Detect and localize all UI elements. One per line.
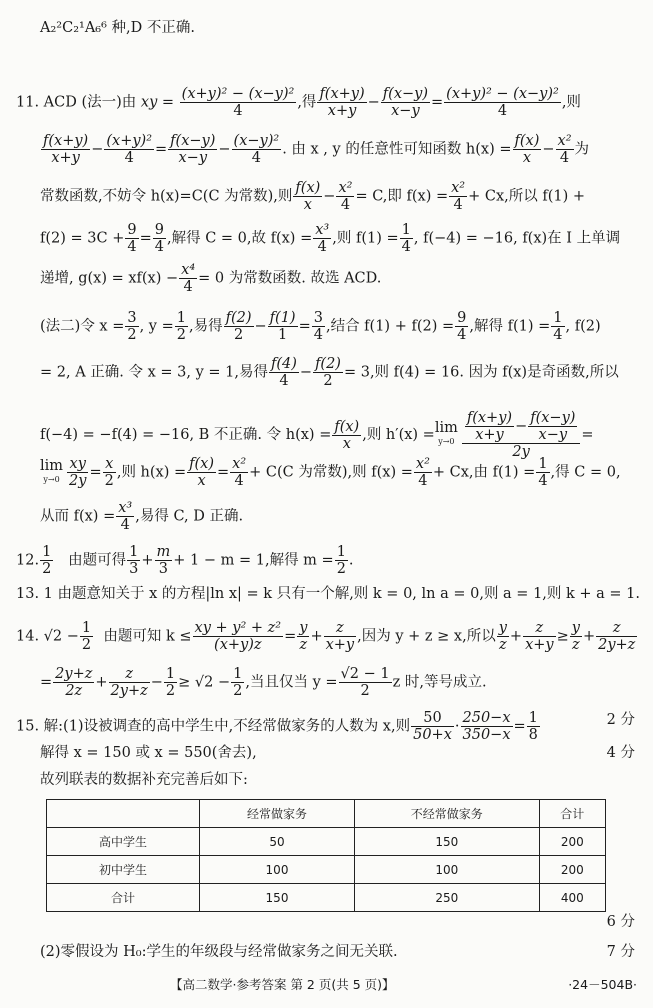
fraction: $\frac{1}{2}$ [176,310,186,343]
q15-line-2: 解得 x = 150 或 x = 550(舍去), [40,745,257,761]
fraction: $\frac{y}{z}$ [498,620,507,653]
table-cell: 150 [200,884,355,912]
fraction: $\frac{x}{2}$ [104,456,114,489]
text: + 1 − m = 1,解得 m = [173,552,334,569]
table-cell: 初中学生 [47,856,200,884]
text: ,得 C = 0, [550,464,621,481]
fraction: $\frac{2y+z}{2z}$ [55,666,93,699]
fraction: $\frac{f(x+y)}{x+y}$ [43,133,89,166]
fraction: $\frac{\text{(x+y)²}}{4}$ [106,133,153,166]
fraction: $\frac{y}{z}$ [299,620,308,653]
text: = [513,718,526,735]
fraction: $\frac{\text{x²}}{4}$ [338,180,353,213]
text: = [284,628,297,645]
text: − [150,674,163,691]
q11-line-6 [40,310,601,343]
text: + [509,628,523,645]
text: z 时,等号成立. [392,674,487,691]
text: , y = [139,318,174,335]
fraction: $\frac{√2 - 1}{2}$ [340,666,390,699]
text: ,当且仅当 y = [245,674,338,691]
text: ,解得 f(1) = [469,318,551,335]
q11-number: 11. ACD (法一)由 [16,94,137,111]
table-cell: 合计 [47,884,200,912]
text: 由题可知 k ≤ [103,628,192,645]
q11-line-9 [40,456,621,489]
fraction: $\frac{1}{2}$ [165,666,176,699]
footer-code: ·24－504B· [568,977,637,992]
fraction: $\frac{1}{8}$ [528,710,538,743]
text: = C,即 f(x) = [355,188,449,205]
text: − [299,364,313,381]
text-line: A₂²C₂¹A₆⁶ 种,D 不正确. [40,20,195,36]
text: 递增, g(x) = xf(x) − [40,270,179,287]
text: 常数函数,不妨令 h(x)=C(C 为常数),则 [40,188,293,205]
text: + C(C 为常数),则 f(x) = [249,464,413,481]
fraction: $\frac{f(1)}{1}$ [269,310,296,343]
text: f(2) = 3C + [40,230,125,247]
fraction: $\frac{y}{z}$ [571,620,580,653]
fraction: $\frac{250-x}{350-x}$ [462,710,511,743]
text: = [431,94,444,111]
text: = [40,674,53,691]
text: − [542,141,555,158]
text: = [89,464,102,481]
text: − [254,318,267,335]
fraction: $\frac{z}{2y+z}$ [110,666,148,699]
fraction: $\frac{3}{4}$ [313,310,323,343]
text: ,易得 [189,318,223,335]
text: 为 [574,141,590,158]
fraction: $\frac{f(2)}{2}$ [315,356,341,389]
text: + [141,552,154,569]
text: (法二)令 x = [40,318,125,335]
text: = [581,427,594,443]
text: f(−4) = −f(4) = −16, B 不正确. 令 h(x) = [40,427,332,443]
fraction: $\frac{9}{4}$ [127,222,137,255]
text: = 3,则 f(4) = 16. 因为 f(x)是奇函数,所以 [343,364,619,381]
fraction: $\frac{1}{2}$ [42,544,52,577]
fraction: $\frac{\text{x²}}{4}$ [232,456,247,489]
fraction: $\frac{\text{x³}}{4}$ [118,500,133,533]
text: ,则 h′(x) = [362,427,435,443]
text: ,则 f(1) = [332,230,399,247]
text: + [310,628,323,645]
limit: lim y→0 [40,457,64,484]
text: − [367,94,380,111]
q15-line-3: 故列联表的数据补充完善后如下: [40,772,248,788]
text: − [323,188,336,205]
table-header: 合计 [539,800,605,828]
fraction: $\frac{9}{4}$ [457,310,467,343]
fraction: $\frac{f(x+y)}{x+y}$ [319,86,365,119]
fraction: $\frac{\text{x³}}{4}$ [315,222,330,255]
fraction: $\frac{1}{2}$ [233,666,243,699]
text: 12. [16,552,40,569]
fraction: $\frac{1}{4}$ [401,222,411,255]
fraction: $\frac{3}{2}$ [127,310,137,343]
fraction: $\frac{z}{x+y}$ [325,620,355,653]
table-cell: 150 [355,828,540,856]
q11-line-2 [40,133,589,166]
text: ,得 [297,94,317,111]
table-cell: 100 [355,856,540,884]
table-header: 不经常做家务 [355,800,540,828]
text: + Cx,所以 f(1) + [468,188,586,205]
text: 15. 解:(1)设被调查的高中学生中,不经常做家务的人数为 x,则 [16,718,411,735]
fraction: $\frac{m}{3}$ [156,544,171,577]
table-cell: 100 [200,856,355,884]
table-cell: 50 [200,828,355,856]
q11-line-1 [16,86,581,119]
fraction: $\frac{1}{2}$ [336,544,346,577]
text: − [91,141,104,158]
fraction: $\frac{\text{xy + y² + z²}}{(x+y)z}$ [194,620,282,653]
text: = 2, A 正确. 令 x = 3, y = 1,易得 [40,364,268,381]
fraction: $\frac{1}{2}$ [81,620,92,653]
score-label: 2 分 [606,712,635,728]
text: = [298,318,311,335]
fraction: $\frac{1}{3}$ [129,544,139,577]
fraction: $\frac{50}{50+x}$ [413,710,452,743]
fraction: $\frac{\text{(x+y)² − (x−y)²}}{4}$ [181,86,295,119]
fraction: $\frac{z}{2y+z}$ [598,620,636,653]
fraction: $\frac{f(x-y)}{x-y}$ [382,86,428,119]
table-cell: 250 [355,884,540,912]
text: ≥ [556,628,569,645]
fraction: $\frac{f(x)}{x}$ [295,180,321,213]
fraction: $\frac{\text{(x−y)²}}{4}$ [233,133,280,166]
text: 由题可得 [68,552,127,569]
fraction: $\frac{\text{x²}}{4}$ [451,180,466,213]
text: + [582,628,596,645]
table-cell: 高中学生 [47,828,200,856]
text: ,易得 C, D 正确. [135,508,244,525]
score-label: 6 分 [606,914,635,930]
q12-line [16,544,354,577]
text: , f(−4) = −16, f(x)在 I 上单调 [413,230,621,247]
table-cell: 400 [539,884,605,912]
q11-line-7 [40,356,619,389]
table-row [47,828,606,856]
score-label: 7 分 [606,944,635,960]
q11-line-10 [40,500,243,533]
text: · [454,718,460,735]
limit: lim y→0 [434,420,458,446]
fraction: $\frac{\text{x⁴}}{4}$ [181,262,196,295]
q14-line-2 [40,666,487,699]
text: ,结合 f(1) + f(2) = [325,318,455,335]
fraction: $\frac{1}{4}$ [538,456,548,489]
q11-line-5 [40,262,381,295]
table-row [47,884,606,912]
fraction: $\frac{1}{4}$ [553,310,563,343]
text: = [139,230,152,247]
q13-line: 13. 1 由题意知关于 x 的方程|ln x| = k 只有一个解,则 k = 0, ln a = 0,则 a = 1,则 k + a = 1. [16,586,641,602]
table-header [47,800,200,828]
q11-line-4 [40,222,620,255]
fraction: $\frac{\text{x²}}{4}$ [557,133,572,166]
text: ,解得 C = 0,故 f(x) = [166,230,313,247]
math: xy = [140,94,175,111]
q15-line-4: (2)零假设为 H₀:学生的年级段与经常做家务之间无关联. [40,944,398,960]
table-row [47,856,606,884]
table-header: 经常做家务 [200,800,355,828]
fraction: $\frac{f(x+y)}{x+y}$ − $\frac{f(x-y)}{x-y}$ 2y [462,410,581,460]
text: ,则 h(x) = [116,464,187,481]
q15-line-1 [16,710,541,743]
fraction: $\frac{\text{x²}}{4}$ [415,456,430,489]
fraction: $\frac{xy}{2y}$ [69,456,87,489]
text: ≥ √2 − [178,674,231,691]
text: ,因为 y + z ≥ x,所以 [357,628,496,645]
text: 14. √2 − [16,628,79,645]
table-cell: 200 [539,828,605,856]
text: , f(2) [565,318,601,335]
text: − [218,141,231,158]
text: ,则 [561,94,581,111]
q11-line-8 [40,410,594,460]
footer-page-info: 【高二数学·参考答案 第 2 页(共 5 页)】 [170,977,395,992]
text: = 0 为常数函数. 故选 ACD. [198,270,382,287]
contingency-table [46,799,606,912]
text: = [217,464,230,481]
fraction: $\frac{\text{(x+y)² − (x−y)²}}{4}$ [446,86,559,119]
fraction: $\frac{f(x-y)}{x-y}$ [170,133,216,166]
text: = [155,141,168,158]
q11-line-3 [40,180,585,213]
fraction: $\frac{f(x)}{x}$ [189,456,215,489]
text: . [348,552,354,569]
fraction: $\frac{f(x)}{x}$ [514,133,540,166]
fraction: $\frac{f(2)}{2}$ [225,310,252,343]
fraction: $\frac{z}{x+y}$ [525,620,554,653]
table-header-row [47,800,606,828]
fraction: $\frac{f(x)}{x}$ [334,418,360,452]
score-label: 4 分 [606,745,635,761]
fraction: $\frac{9}{4}$ [154,222,164,255]
text: + Cx,由 f(1) = [432,464,536,481]
q14-line-1 [16,620,638,653]
text: . 由 x , y 的任意性可知函数 h(x) = [282,141,512,158]
text: 从而 f(x) = [40,508,116,525]
table-cell: 200 [539,856,605,884]
fraction: $\frac{f(4)}{4}$ [271,356,297,389]
text: + [95,674,108,691]
